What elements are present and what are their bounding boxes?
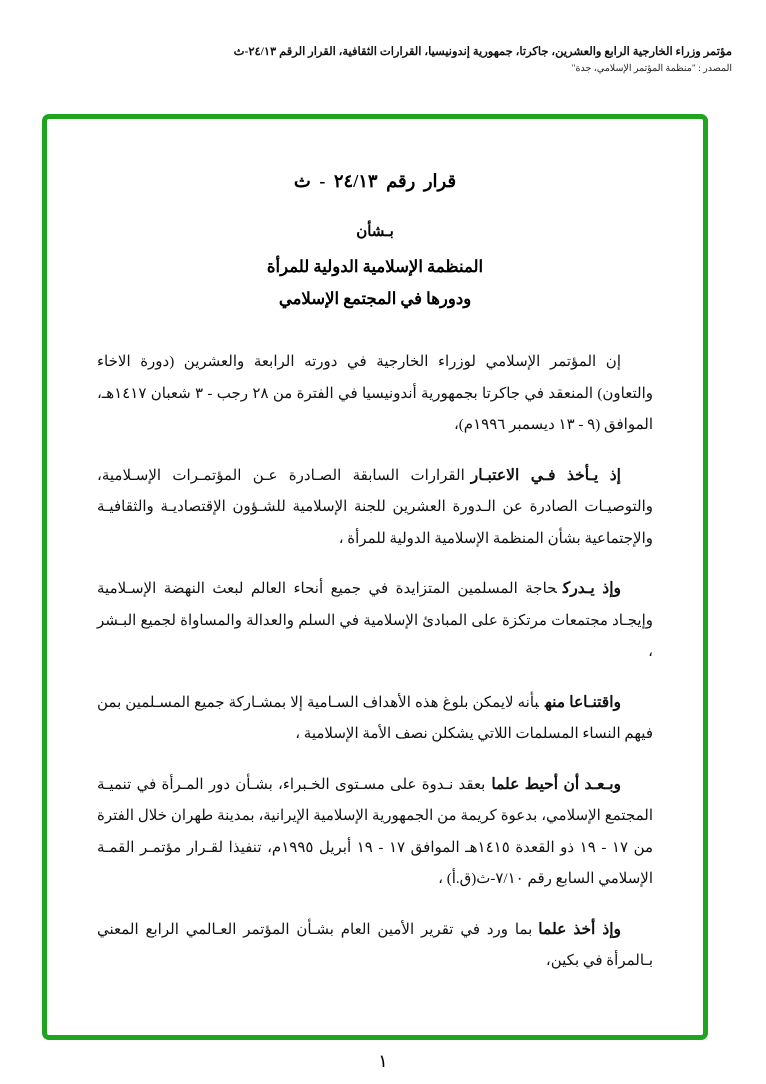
paragraph-having-noted-symposium — [97, 769, 653, 896]
resolution-subject-continued: ودورها في المجتمع الإسلامي — [278, 289, 472, 308]
resolution-body — [97, 347, 653, 978]
document-header — [60, 44, 732, 74]
paragraph-text: بأنه لايمكن بلوغ هذه الأهداف السـامية إلا بمشـاركة جميع المسـلمين بمن فيهم النساء المسلمات اللاتي يشكلن نصف الأمة الإسلامية ، — [97, 694, 653, 743]
page-number: ١ — [378, 1051, 388, 1071]
paragraph-text: بعقد نـدوة على مسـتوى الخـبراء، بشـأن دور المـرأة في تنميـة المجتمع الإسلامي، بدعوة كريمة من الجمهورية الإسلامية الإيرانية، بمدينة طهران خلال الفترة من ١٧ - ١٩ ذو القعدة ١٤١٥هـ الموافق ١٧ - ١٩ أبريل ١٩٩٥م، تنفيذا لقـرار مؤتمـر القمـة الإسلامي السابع رقم ٧/١٠-ث(ق.أ) ، — [97, 776, 654, 888]
paragraph-convinced — [97, 687, 653, 751]
paragraph-text: حاجة المسلمين المتزايدة في جميع أنحاء العالم لبعث النهضة الإسـلامية وإيجـاد مجتمعات مرتكزة على المبادئ الإسلامية في السلم والعدالة والمساواة لجميع البـشر ، — [97, 581, 653, 661]
resolution-subject: المنظمة الإسلامية الدولية للمرأة — [266, 257, 484, 276]
paragraph-taking-into-account — [97, 460, 653, 556]
paragraph-text: إن المؤتمر الإسلامي لوزراء الخارجية في دورته الرابعة والعشرين (دورة الاخاء والتعاون) المنعقد في جاكرتا بجمهورية أندونيسيا في الفترة من ٢٨ رجب - ٣ شعبان ١٤١٧هـ، الموافق (٩ - ١٣ ديسمبر ١٩٩٦م)، — [97, 354, 653, 433]
header-source: المصدر : "منظمة المؤتمر الإسلامي، جدة" — [571, 64, 732, 75]
resolution-regarding: بـشأن — [356, 224, 394, 240]
document-frame — [42, 114, 708, 1040]
paragraph-having-noted-report — [97, 914, 653, 978]
paragraph-lead: وإذ يـدرك — [562, 580, 621, 598]
resolution-title-block — [97, 171, 653, 309]
paragraph-lead: وبـعـد أن أحيط علما — [491, 775, 621, 793]
paragraph-lead: إذ يـأخذ فـي الاعتبـار — [470, 466, 621, 484]
header-citation: مؤتمر وزراء الخارجية الرابع والعشرين، جاكرتا، جمهورية إندونيسيا، القرارات الثقافية، القرار الرقم ٢٤/١٣-ث — [233, 46, 732, 58]
resolution-number: قرار رقم ٢٤/١٣ - ث — [293, 171, 457, 191]
paragraph-recognizing — [97, 573, 653, 669]
paragraph-preamble — [97, 347, 653, 442]
paragraph-lead: واقتنـاعا منه — [544, 693, 622, 711]
paragraph-text: بما ورد في تقرير الأمين العام بشـأن المؤتمر العـالمي الرابع المعني بـالمرأة في بكين، — [97, 921, 653, 970]
document-content — [47, 119, 703, 1035]
paragraph-text: القرارات السابقة الصـادرة عـن المؤتمـرات الإسـلامية، والتوصيـات الصادرة عن الـدورة العشرين للجنة الإسلامية للشـؤون الإقتصاديـة والثقافيـة والإجتماعية بشأن المنظمة الإسلامية الدولية للمرأة ، — [97, 467, 653, 547]
paragraph-lead: وإذ أخذ علما — [538, 920, 622, 938]
